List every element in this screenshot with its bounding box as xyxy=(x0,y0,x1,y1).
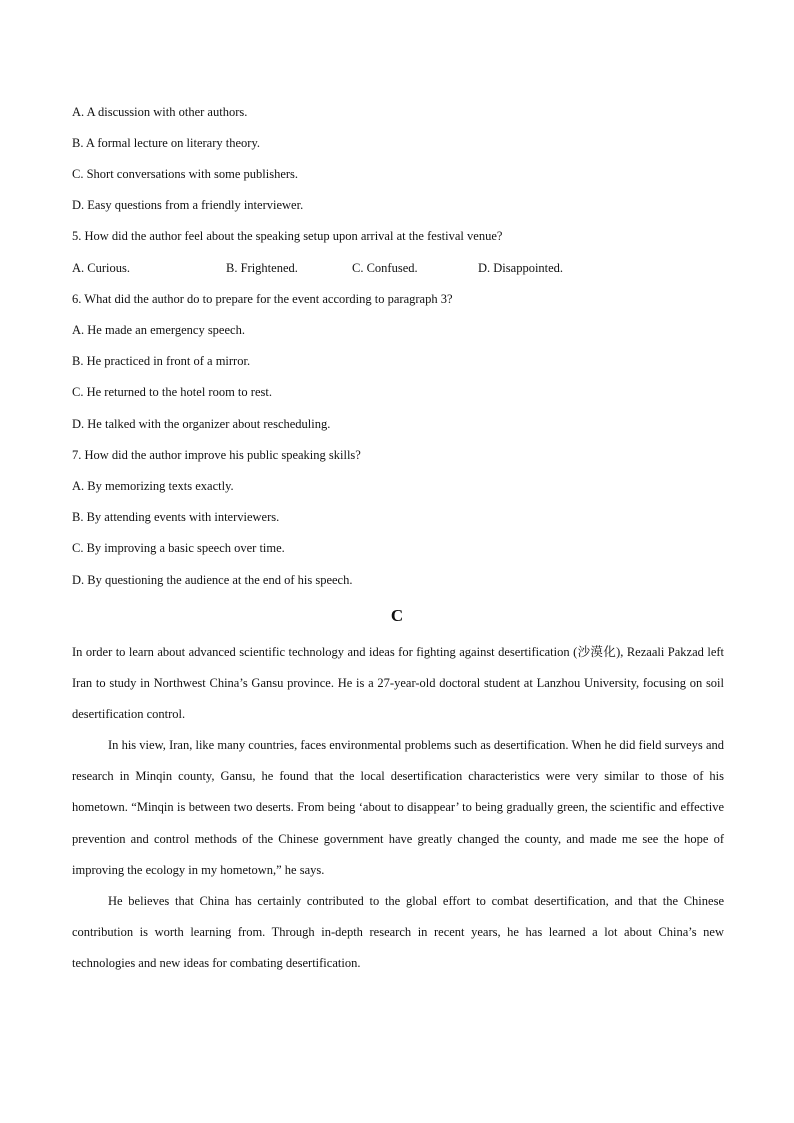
q7-option-d: D. By questioning the audience at the end of his speech. xyxy=(72,573,353,587)
q4-option-d: D. Easy questions from a friendly interviewer. xyxy=(72,198,304,212)
q5-option-b: B. Frightened. xyxy=(226,261,298,275)
q4-option-a: A. A discussion with other authors. xyxy=(72,105,248,119)
q4-option-b: B. A formal lecture on literary theory. xyxy=(72,136,261,150)
q7-option-a: A. By memorizing texts exactly. xyxy=(72,479,234,493)
section-c-paragraph-3: He believes that China has certainly contributed to the global effort to combat desertification, and that the Chinese contribution is worth learning from. Through in-depth research in recent years, he has learned a lot about China’s new technologies and new ideas for combating desertification. xyxy=(72,894,724,971)
section-c-paragraph-1: In order to learn about advanced scientific technology and ideas for fighting against desertification (沙漠化), Rezaali Pakzad left Iran to study in Northwest China’s Gansu province. He is a 27-year-old doctoral student at Lanzhou University, focusing on soil desertification control. xyxy=(72,645,724,722)
q5-question: 5. How did the author feel about the speaking setup upon arrival at the festival venue? xyxy=(72,229,503,243)
q5-option-c: C. Confused. xyxy=(352,261,418,275)
section-c-paragraph-2: In his view, Iran, like many countries, faces environmental problems such as desertification. When he did field surveys and research in Minqin county, Gansu, he found that the local desertification characteristics were very similar to those of his hometown. “Minqin is between two deserts. From being ‘about to disappear’ to being gradually green, the scientific and effective prevention and control methods of the Chinese government have greatly changed the county, and made me see the hope of improving the ecology in my hometown,” he says. xyxy=(72,738,724,877)
q6-option-d: D. He talked with the organizer about rescheduling. xyxy=(72,417,331,431)
q6-option-a: A. He made an emergency speech. xyxy=(72,323,245,337)
q7-question: 7. How did the author improve his public speaking skills? xyxy=(72,448,361,462)
q7-option-c: C. By improving a basic speech over time. xyxy=(72,541,285,555)
q5-option-a: A. Curious. xyxy=(72,261,130,275)
q4-option-c: C. Short conversations with some publishers. xyxy=(72,167,299,181)
q5-option-d: D. Disappointed. xyxy=(478,261,564,275)
q7-option-b: B. By attending events with interviewers. xyxy=(72,510,280,524)
q6-option-c: C. He returned to the hotel room to rest. xyxy=(72,385,272,399)
q6-option-b: B. He practiced in front of a mirror. xyxy=(72,354,251,368)
q6-question: 6. What did the author do to prepare for the event according to paragraph 3? xyxy=(72,292,453,306)
q5-options-row xyxy=(72,260,672,276)
section-c-title: C xyxy=(390,606,404,625)
